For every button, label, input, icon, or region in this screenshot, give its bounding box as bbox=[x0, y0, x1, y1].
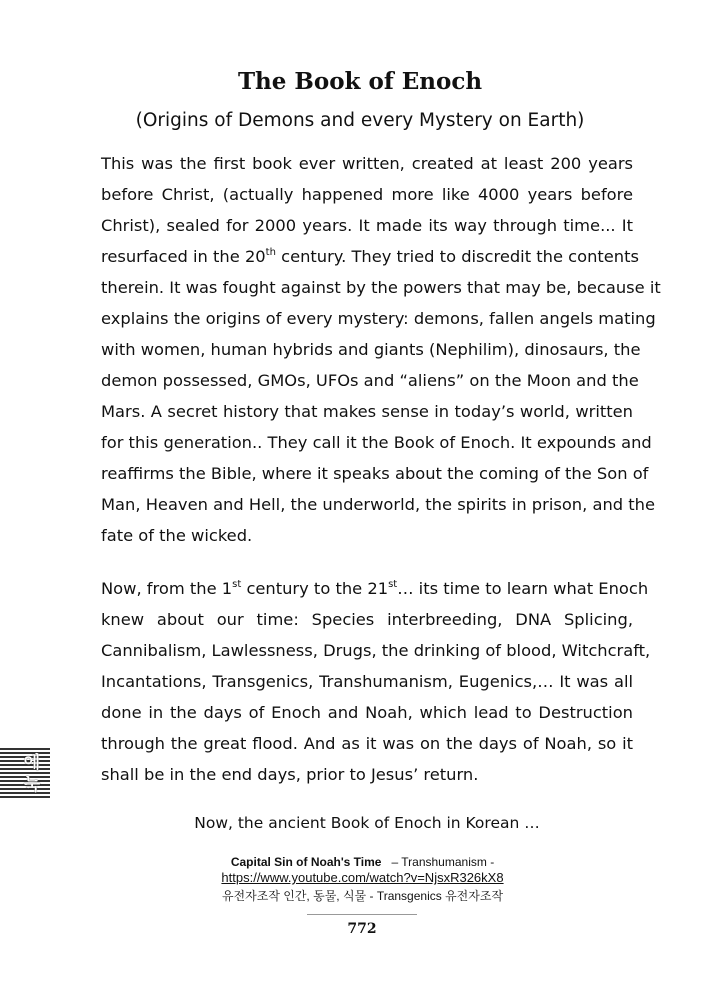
paragraph-intro bbox=[101, 148, 661, 551]
closing-line: Now, the ancient Book of Enoch in Korean … bbox=[194, 814, 540, 832]
text-line: through the great flood. And as it was on the days of Noah, so it bbox=[101, 734, 633, 753]
section-tab bbox=[0, 748, 50, 800]
reference-korean-line bbox=[0, 887, 720, 904]
text-line: Incantations, Transgenics, Transhumanism, Eugenics,… It was all bbox=[101, 672, 633, 691]
text-line: This was the first book ever written, created at least 200 years bbox=[101, 154, 633, 173]
text-line: explains the origins of every mystery: demons, fallen angels mating bbox=[101, 309, 656, 328]
text-line bbox=[101, 241, 639, 272]
text-line: done in the days of Enoch and Noah, which lead to Destruction bbox=[101, 703, 633, 722]
text-fragment: century. They tried to discredit the contents bbox=[275, 247, 639, 266]
text-line: shall be in the end days, prior to Jesus’ return. bbox=[101, 765, 479, 784]
text-fragment: resurfaced in the 20 bbox=[101, 247, 266, 266]
korean-text: 유전자조작 bbox=[445, 889, 504, 903]
reference-english: - Transgenics bbox=[369, 889, 442, 903]
text-line: demon possessed, GMOs, UFOs and “aliens” on the Moon and the bbox=[101, 371, 639, 390]
footer-divider bbox=[307, 914, 417, 915]
text-line: before Christ, (actually happened more like 4000 years before bbox=[101, 185, 633, 204]
superscript: st bbox=[388, 579, 398, 590]
tab-glyph: 에 bbox=[23, 753, 41, 773]
reference-subtitle: – Transhumanism - bbox=[391, 855, 495, 869]
section-tab-label bbox=[14, 748, 50, 800]
text-fragment: century to the 21 bbox=[241, 579, 389, 598]
page-number: 772 bbox=[347, 921, 377, 937]
page-title: The Book of Enoch bbox=[237, 68, 483, 95]
page-subtitle: (Origins of Demons and every Mystery on Earth) bbox=[135, 110, 585, 131]
reference-url-line bbox=[0, 870, 720, 885]
text-line: Mars. A secret history that makes sense in today’s world, written bbox=[101, 402, 633, 421]
paragraph-now bbox=[101, 573, 651, 790]
text-fragment: … its time to learn what Enoch bbox=[397, 579, 649, 598]
text-line: therein. It was fought against by the powers that may be, because it bbox=[101, 278, 661, 297]
text-line: Man, Heaven and Hell, the underworld, the spirits in prison, and the bbox=[101, 495, 655, 514]
text-line: knew about our time: Species interbreeding, DNA Splicing, bbox=[101, 610, 633, 629]
text-line: Cannibalism, Lawlessness, Drugs, the drinking of blood, Witchcraft, bbox=[101, 641, 651, 660]
superscript: st bbox=[232, 579, 242, 590]
tab-glyph: 눅 bbox=[23, 775, 41, 795]
korean-text: 유전자조작 인간, 동물, 식물 bbox=[221, 889, 367, 903]
text-line bbox=[101, 573, 649, 604]
text-line: fate of the wicked. bbox=[101, 526, 253, 545]
reference-url-link[interactable]: https://www.youtube.com/watch?v=NjsxR326kX8 bbox=[221, 870, 504, 885]
text-line: with women, human hybrids and giants (Nephilim), dinosaurs, the bbox=[101, 340, 641, 359]
text-line: reaffirms the Bible, where it speaks about the coming of the Son of bbox=[101, 464, 649, 483]
superscript: th bbox=[265, 247, 276, 258]
text-line: Christ), sealed for 2000 years. It made its way through time... It bbox=[101, 216, 633, 235]
reference-title: Capital Sin of Noah's Time bbox=[230, 855, 382, 869]
text-fragment: Now, from the 1 bbox=[101, 579, 233, 598]
reference-title-line bbox=[0, 855, 720, 869]
text-line: for this generation.. They call it the Book of Enoch. It expounds and bbox=[101, 433, 652, 452]
